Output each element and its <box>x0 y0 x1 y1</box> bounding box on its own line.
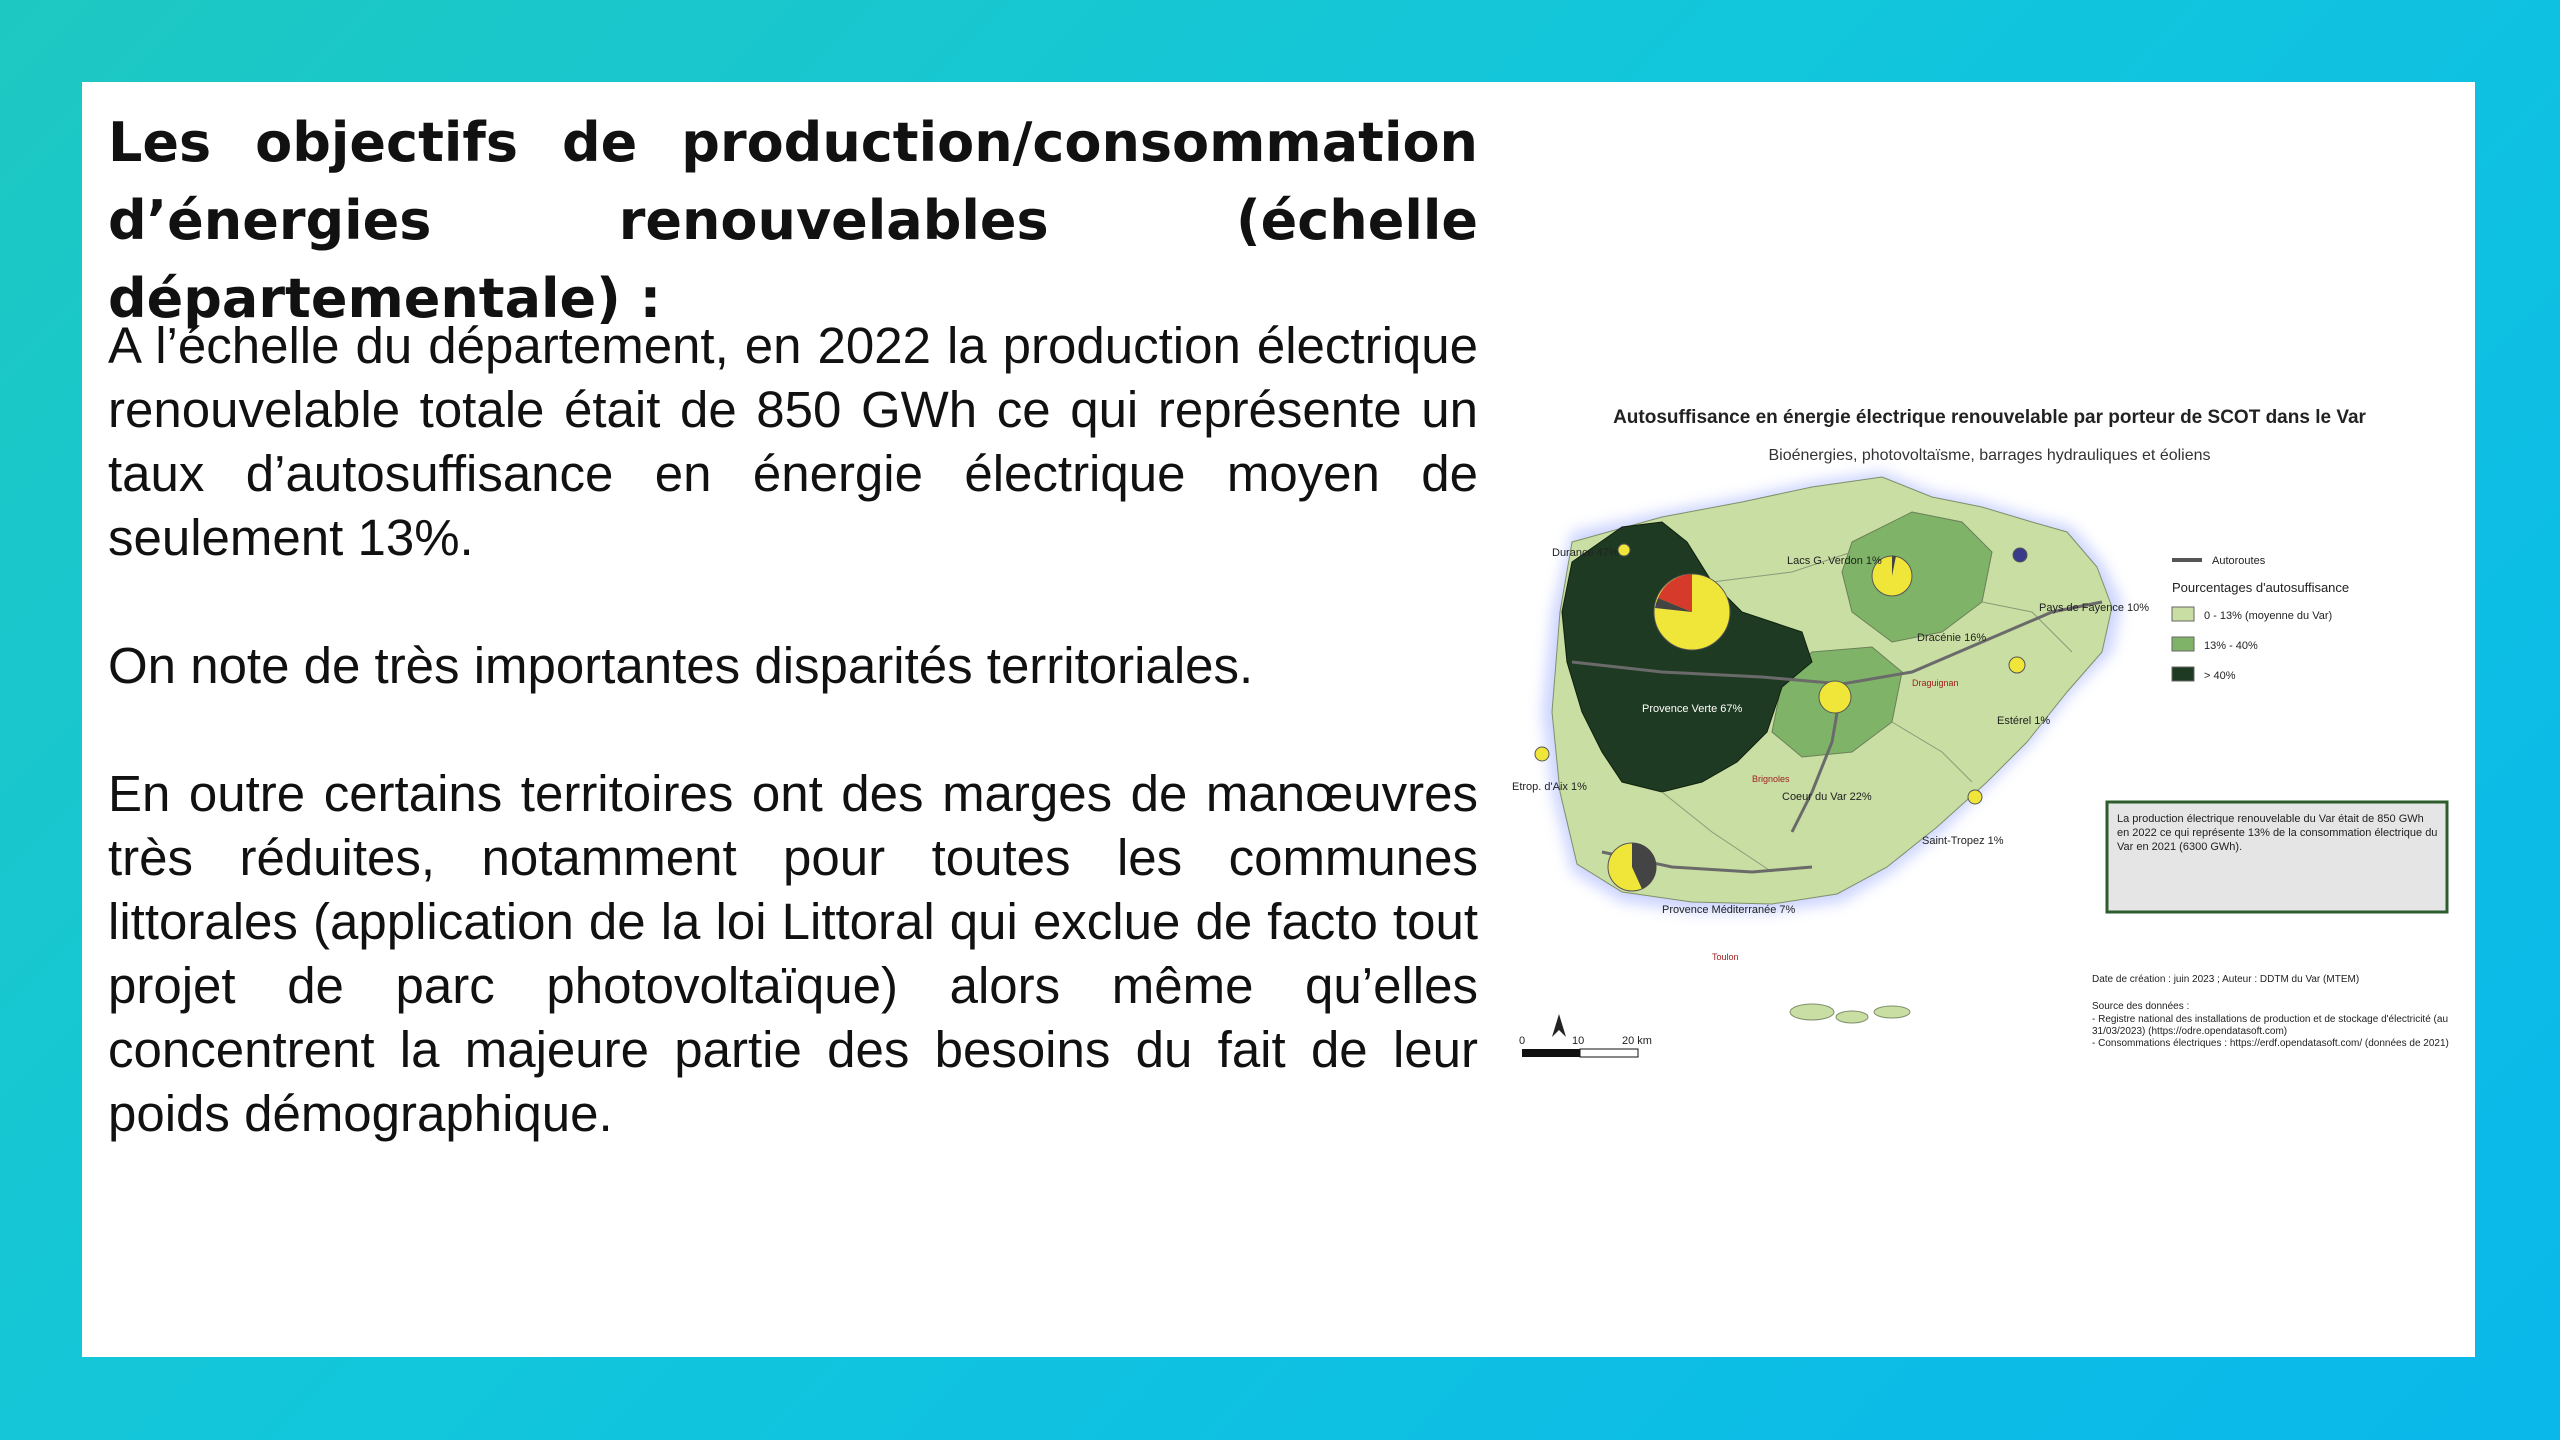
slide-body <box>108 314 1478 1146</box>
label-dracenie: Dracénie 16% <box>1917 632 1987 644</box>
label-saint-tropez: Saint-Tropez 1% <box>1922 835 2004 847</box>
legend-label-mid: 13% - 40% <box>2204 640 2258 652</box>
city-brignoles: Brignoles <box>1752 774 1790 784</box>
pie-saint-tropez <box>1968 790 1982 804</box>
sources-list <box>2092 1014 2464 1050</box>
legend-label-high: > 40% <box>2204 670 2236 682</box>
label-etrop-aix: Etrop. d'Aix 1% <box>1512 781 1587 793</box>
pie-durance <box>1618 544 1630 556</box>
island-port-cros <box>1836 1011 1868 1023</box>
pie-provence-mediterranee <box>1608 843 1656 891</box>
scale-zero: 0 <box>1519 1035 1526 1047</box>
north-arrow-icon <box>1552 1014 1566 1037</box>
label-esterel: Estérel 1% <box>1997 715 2051 727</box>
source-consumption: - Consommations électriques : https://erdf.opendatasoft.com/ (données de 2021) <box>2092 1038 2449 1049</box>
map-subtitle: Bioénergies, photovoltaïsme, barrages hydrauliques et éoliens <box>1768 447 2211 464</box>
scale-bar-black <box>1522 1049 1580 1057</box>
legend-heading: Pourcentages d'autosuffisance <box>2172 580 2350 595</box>
paragraph-production: A l’échelle du département, en 2022 la production électrique renouvelable totale était de 850 GWh ce qui représente un taux d’autosuffisance en énergie électrique moyen de seulement 13%. <box>108 317 1478 566</box>
legend-swatch-mid <box>2172 637 2194 651</box>
scale-mid: 10 <box>1572 1035 1585 1047</box>
slide-title: Les objectifs de production/consommation d’énergies renouvelables (échelle départementale) : <box>108 111 1478 330</box>
pie-esterel <box>2009 657 2025 673</box>
pie-pays-de-fayence <box>2013 548 2027 562</box>
legend-swatch-low <box>2172 607 2194 621</box>
label-provence-mediterranee: Provence Méditerranée 7% <box>1662 904 1796 916</box>
paragraph-disparities: On note de très importantes disparités territoriales. <box>108 637 1254 694</box>
label-durance: Durance 47% <box>1552 547 1619 559</box>
label-coeur-du-var: Coeur du Var 22% <box>1782 791 1872 803</box>
pie-etrop-aix <box>1535 747 1549 761</box>
scale-end: 20 km <box>1622 1035 1652 1047</box>
slide <box>82 82 2475 1357</box>
sources-heading: Source des données : <box>2092 1001 2190 1012</box>
autosufficiency-map <box>1512 312 2467 1102</box>
pie-provence-verte <box>1654 574 1730 650</box>
legend-roads: Autoroutes <box>2212 555 2266 567</box>
note-text: La production électrique renouvelable du Var était de 850 GWh en 2022 ce qui représente 13% de la consommation électrique du Var en 2021 (6300 GWh). <box>2117 813 2438 853</box>
label-pays-fayence: Pays de Fayence 10% <box>2039 602 2150 614</box>
paragraph-constraints: En outre certains territoires ont des marges de manœuvres très réduites, notamment pour toutes les communes littorales (application de la loi Littoral qui exclue de facto tout projet de parc photovoltaïque) alors même qu’elles concentrent la majeure partie des besoins du fait de leur poids démographique. <box>108 765 1478 1142</box>
legend-swatch-high <box>2172 667 2194 681</box>
label-provence-verte: Provence Verte 67% <box>1642 703 1743 715</box>
scale-bar-white <box>1580 1049 1638 1057</box>
label-lacs-verdon: Lacs G. Verdon 1% <box>1787 555 1882 567</box>
island-porquerolles <box>1790 1004 1834 1020</box>
map-credits: Date de création : juin 2023 ; Auteur : DDTM du Var (MTEM) <box>2092 974 2360 985</box>
map-drawing <box>1512 312 2467 1102</box>
island-levant <box>1874 1006 1910 1018</box>
legend-label-low: 0 - 13% (moyenne du Var) <box>2204 610 2333 622</box>
pie-coeur-du-var <box>1819 681 1851 713</box>
city-toulon: Toulon <box>1712 952 1739 962</box>
source-registry: - Registre national des installations de production et de stockage d'électricité (au 31/03/2023) (https://odre.opendatasoft.com) <box>2092 1014 2449 1037</box>
map-title: Autosuffisance en énergie électrique renouvelable par porteur de SCOT dans le Var <box>1613 407 2366 428</box>
city-draguignan: Draguignan <box>1912 678 1959 688</box>
